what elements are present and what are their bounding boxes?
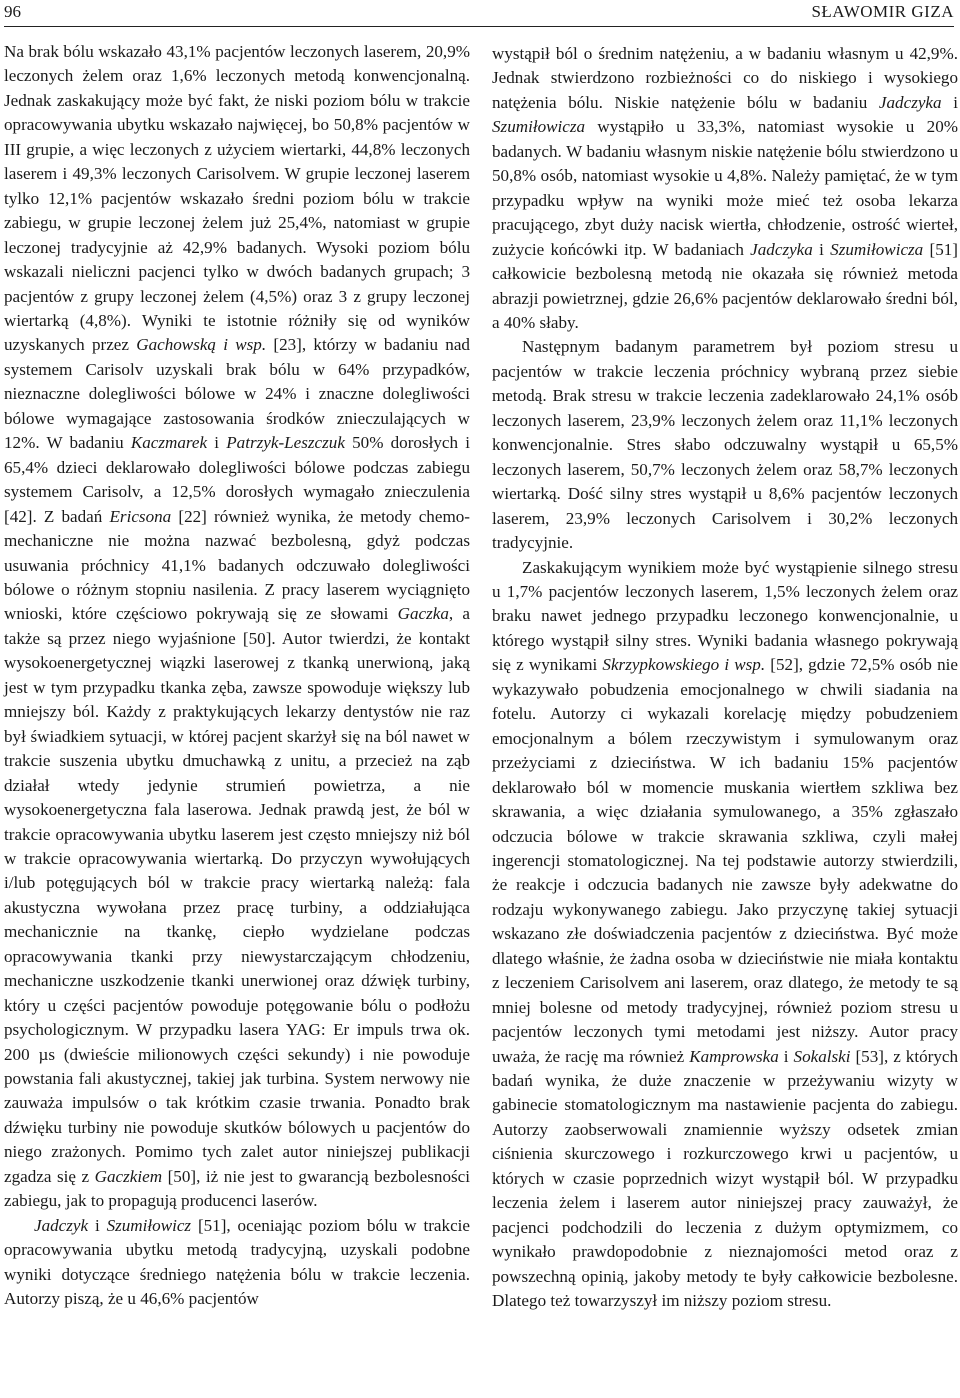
paragraph — [492, 556, 958, 1314]
text-run: i — [207, 433, 227, 453]
text-run: i — [812, 239, 831, 259]
italic-reference: Kamprowska — [689, 1046, 779, 1066]
italic-reference: Ericsona — [109, 506, 172, 526]
paragraph — [4, 40, 470, 1214]
italic-reference: Jadczyk — [34, 1215, 89, 1235]
text-run: Następnym badanym parametrem był poziom stresu u pacjentów w trakcie leczenia próchnicy wybraną przez siebie metodą. Brak stresu w trakcie leczenia zadeklarowało 24,1% osób leczonych laserem, 23,9% leczonych żelem oraz 11,1% leczonych konwencjonalnie. Stres słabo odczuwalny wystąpił u 65,5% leczonych laserem, 50,7% leczonych żelem oraz 58,7% leczonych wiertarką. Dość silny stres wystąpił u 8,6% pacjentów leczonych laserem, 23,9% leczonych Carisolvem i 30,2% leczonych tradycyjnie. — [492, 337, 958, 553]
italic-reference: Gachowską i wsp. — [136, 335, 267, 355]
page-number: 96 — [4, 2, 21, 21]
italic-reference: Szumiłowicza — [830, 239, 924, 259]
italic-reference: Sokalski — [793, 1046, 851, 1066]
running-head-author: SŁAWOMIR GIZA — [811, 2, 954, 21]
text-run: i — [88, 1215, 107, 1235]
text-run: wystąpiło u 33,3%, natomiast wysokie u 20% badanych. W badaniu własnym niskie natężenie bólu stwierdzono u 50,8% osób, natomiast wysokie u 4,8%. Należy pamiętać, że w tym przypadku wpływ na wyniki może mieć też osoba lekarza pracującego, zbyt duży nacisk wiertła, chłodzenie, ostrość wierteł, zużycie końcówki itp. W badaniach — [492, 117, 958, 259]
text-run: , a także są przez niego wyjaśnione [50]. Autor twierdzi, że kontakt wysokoenergetycznej wiązki laserowej z tkanką unerwioną, jaką jest w tym przypadku tkanka zęba, zawsze spowoduje większy lub mniejszy ból. Każdy z praktykujących lekarzy dentystów nie raz był świadkiem sytuacji, w której pacjent skarżył się na ból nawet w trakcie suszenia ubytku dmuchawką z unitu, a przecież na ząb działał wtedy jedynie strumień powietrza, a nie wysokoenergetyczna fala laserowa. Jednak prawdą jest, że ból w trakcie opracowywania ubytku laserem jest często mniejszy niż ból w trakcie opracowywania wiertarką. Do przyczyn wywołujących i/lub potęgujących ból w trakcie pracy wiertarką należą: fala akustyczna wywołana przez pracę turbiny, a oddziałująca mechanicznie na tkankę, ciepło wydzielane podczas opracowywania tkanki przy niewystarczającym chłodzeniu, mechaniczne uszkodzenie tkanki unerwionej oraz dźwięk turbiny, który u części pacjentów powoduje potęgowanie bólu o podłożu psychologicznym. W przypadku lasera YAG: Er impuls trwa ok. 200 µs (dwieście milionowych części sekundy) i nie powoduje powstania fali akustycznej, takiej jak turbina. System nerwowy nie zauważa impulsów o tak krótkim czasie trwania. Ponadto brak dźwięku turbiny nie powoduje skutków bólowych u pacjentów do niego zrażonych. Pomimo tych zalet autor niniejszej publikacji zgadza się z — [4, 604, 470, 1186]
text-run: i — [778, 1046, 794, 1066]
text-run: wystąpił ból o średnim natężeniu, a w badaniu własnym u 42,9%. Jednak stwierdzono rozbieżności co do niskiego i wysokiego natężenia bólu. Niskie natężenie bólu w badaniu — [492, 44, 958, 112]
text-run: [51], oceniając poziom bólu w trakcie opracowywania ubytku metodą tradycyjną, uzyskali podobne wyniki dotyczące średniego natężenia bólu w trakcie leczenia. Autorzy piszą, że u 46,6% pacjentów — [4, 1215, 470, 1309]
text-run: [22] również wynika, że metody chemo-mechaniczne nie można nazwać bezbolesną, gdyż podczas usuwania próchnicy 41,1% badanych odczuwało dolegliwości bólowe o różnym stopniu nasilenia. Z pracy laserem wyciągnięto wnioski, które częściowo pokrywają się ze słowami — [4, 506, 470, 624]
italic-reference: Patrzyk-Leszczuk — [226, 433, 345, 453]
text-run: [52], gdzie 72,5% osób nie wykazywało pobudzenia emocjonalnego w chwili siadania na fotelu. Autorzy ci wykazali korelację między pobudzeniem emocjonalnym a bólem rzeczywistym i symulowanym oraz przeżyciami z dzieciństwa. W ich badaniu 15% pacjentów deklarowało ból w momencie muskania wiertłem szkliwa bez skrawania, a więc działania symulowanego, a 35% zgłaszało odczucia bólowe w trakcie skrawania szkliwa, czyli małej ingerencji stomatologicznej. Na tej podstawie autorzy stwierdzili, że reakcje i odczucia badanych nie zawsze były adekwatne do rodzaju wykonywanego zabiegu. Jako przyczynę takiej sytuacji wskazano złe doświadczenia pacjentów z dzieciństwa. Być może dlatego właśnie, że żadna osoba w dzieciństwie nie miała kontaktu z leczeniem Carisolvem ani laserem, oraz dlatego, że metody te są mniej bolesne od metody tradycyjnej, również poziom stresu u pacjentów leczonych tymi metodami jest niższy. Autor pracy uważa, że rację ma również — [492, 655, 958, 1066]
text-run: Na brak bólu wskazało 43,1% pacjentów leczonych laserem, 20,9% leczonych żelem oraz 1,6% leczonych metodą konwencjonalną. Jednak zaskakujący może być fakt, że niski poziom bólu w trakcie opracowywania ubytku wskazało najwięcej, bo 50,8% pacjentów w III grupie, a więc leczonych z użyciem wiertarki, 44,8% leczonych laserem i 49,3% leczonych Carisolvem. W grupie leczonej laserem tylko 12,1% pacjentów wskazało średni poziom bólu w trakcie zabiegu, w grupie leczonej żelem już 25,4%, natomiast w grupie leczonej tradycyjnie aż 42,9% badanych. Wysoki poziom bólu wskazali nieliczni pacjenci tylko w dwóch badanych grupach; 3 pacjentów z grupy leczonej żelem (4,5%) oraz 3 z grupy leczonej wiertarką (4,8%). Wyniki te istotnie różniły się od wyników uzyskanych przez — [4, 42, 470, 355]
text-run: [51] całkowicie bezbolesną metodą nie okazała się również metoda abrazji powietrznej, gdzie 26,6% pacjentów deklarowało średni ból, a 40% słaby. — [492, 239, 958, 332]
paragraph — [4, 1214, 470, 1312]
left-column — [4, 40, 470, 1312]
italic-reference: Gaczkiem — [94, 1166, 163, 1186]
paragraph — [492, 335, 958, 555]
text-run: Zaskakującym wynikiem może być wystąpienie silnego stresu u 1,7% pacjentów leczonych laserem, 1,5% leczonych żelem oraz braku nawet jednego przypadku leczonego konwencjonalnie, u którego wystąpił silny stres. Wyniki badania własnego pokrywają się z wynikami — [492, 557, 958, 675]
italic-reference: Kaczmarek — [130, 433, 208, 453]
right-column — [492, 42, 958, 1314]
italic-reference: Gaczka — [397, 604, 449, 624]
text-run: [23], którzy w badaniu nad systemem Carisolv uzyskali brak bólu w 64% przypadków, nieznaczne dolegliwości bólowe w 24% i znaczne dolegliwości bólowe wymagające zastosowania środków znieczulających w 12%. W badaniu — [4, 335, 470, 453]
italic-reference: Jadczyka — [750, 239, 813, 259]
italic-reference: Jadczyka — [878, 92, 942, 112]
page-header — [4, 0, 954, 27]
italic-reference: Szumiłowicza — [492, 117, 586, 137]
text-run: i — [941, 92, 959, 112]
italic-reference: Szumiłowicz — [106, 1215, 192, 1235]
text-run: 50% dorosłych i 65,4% dzieci deklarowało dolegliwości bólowe podczas zabiegu systemem Carisolv, a 12,5% dorosłych wymagało znieczulenia [42]. Z badań — [4, 433, 470, 526]
paragraph — [492, 42, 958, 335]
text-run: [50], iż nie jest to gwarancją bezbolesności zabiegu, jak to propagują producenci laserów. — [4, 1166, 470, 1211]
text-run: [53], z których badań wynika, że duże znaczenie w przeżywaniu wizyty w gabinecie stomatologicznym ma nastawienie pacjenta do zabiegu. Autorzy zaobserwowali znamiennie wyższy odsetek zmian ciśnienia skurczowego i rozkurczowego krwi u pacjentów, u których w czasie poprzednich wizyt wystąpił ból. W przypadku leczenia żelem i laserem autor niniejszej pracy zauważył, że pacjenci podchodzili do leczenia z dużym optymizmem, co wynikało prawdopodobnie z nieznajomości metod oraz z powszechną opinią, jakoby metody te były całkowicie bezbolesne. Dlatego też towarzyszył im niższy poziom stresu. — [492, 1046, 959, 1311]
italic-reference: Skrzypkowskiego i wsp. — [602, 655, 766, 675]
